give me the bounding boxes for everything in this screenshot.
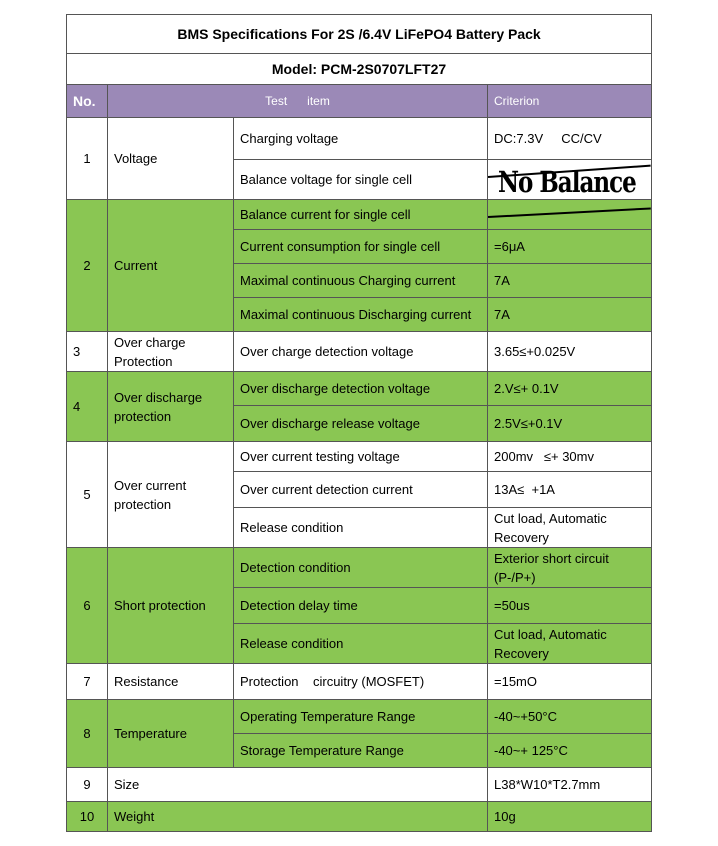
param-value: =6μA: [488, 230, 652, 264]
param-value: DC:7.3V CC/CV: [488, 118, 652, 160]
param-label: Over current detection current: [234, 472, 488, 508]
param-label: Release condition: [234, 624, 488, 664]
model-label: Model: PCM-2S0707LFT27: [67, 54, 652, 85]
spec-table: [66, 14, 652, 832]
item-label: Current: [108, 200, 234, 332]
param-label: Maximal continuous Discharging current: [234, 298, 488, 332]
strike-line: [488, 207, 651, 218]
row-number: 9: [67, 768, 108, 802]
param-label: Operating Temperature Range: [234, 700, 488, 734]
header-no: No.: [67, 85, 108, 118]
table-row: [67, 802, 652, 832]
table-row: [67, 664, 652, 700]
param-value: Cut load, Automatic Recovery: [488, 624, 652, 664]
table-title: BMS Specifications For 2S /6.4V LiFePO4 Battery Pack: [67, 15, 652, 54]
param-value: 10g: [488, 802, 652, 832]
param-value: 3.65≤+0.025V: [488, 332, 652, 372]
param-label: Charging voltage: [234, 118, 488, 160]
param-value: Exterior short circuit (P-/P+): [488, 548, 652, 588]
table-row: [67, 548, 652, 588]
param-label: Current consumption for single cell: [234, 230, 488, 264]
param-value: 200mv ≤+ 30mv: [488, 442, 652, 472]
param-label: Detection condition: [234, 548, 488, 588]
row-number: 10: [67, 802, 108, 832]
header-test-item: Test item: [108, 85, 488, 118]
row-number: 2: [67, 200, 108, 332]
item-label: Over charge Protection: [108, 332, 234, 372]
table-row: [67, 200, 652, 230]
param-label: Over current testing voltage: [234, 442, 488, 472]
param-label: Detection delay time: [234, 588, 488, 624]
param-label: Over discharge detection voltage: [234, 372, 488, 406]
param-value: =50us: [488, 588, 652, 624]
no-balance-text: No Balance: [498, 165, 636, 199]
param-value: 2.5V≤+0.1V: [488, 406, 652, 442]
item-label: Over current protection: [108, 442, 234, 548]
param-value-empty: [488, 200, 652, 230]
item-label: Over discharge protection: [108, 372, 234, 442]
table-row: [67, 442, 652, 472]
row-number: 3: [67, 332, 108, 372]
item-label: Voltage: [108, 118, 234, 200]
param-value: -40~+50°C: [488, 700, 652, 734]
param-label: Protection circuitry (MOSFET): [234, 664, 488, 700]
item-label: Temperature: [108, 700, 234, 768]
param-label: Storage Temperature Range: [234, 734, 488, 768]
row-number: 1: [67, 118, 108, 200]
row-number: 4: [67, 372, 108, 442]
param-value: =15mO: [488, 664, 652, 700]
param-value: -40~+ 125°C: [488, 734, 652, 768]
item-label: Short protection: [108, 548, 234, 664]
model-row: [67, 54, 652, 85]
param-label: Balance voltage for single cell: [234, 160, 488, 200]
item-label: Size: [108, 768, 488, 802]
param-value: 2.V≤+ 0.1V: [488, 372, 652, 406]
row-number: 5: [67, 442, 108, 548]
header-row: [67, 85, 652, 118]
param-label: Over discharge release voltage: [234, 406, 488, 442]
title-row: [67, 15, 652, 54]
param-value: 13A≤ +1A: [488, 472, 652, 508]
table-row: [67, 332, 652, 372]
param-value: 7A: [488, 264, 652, 298]
no-balance-stamp: [488, 160, 652, 200]
table-row: [67, 118, 652, 160]
table-row: [67, 768, 652, 802]
param-value: L38*W10*T2.7mm: [488, 768, 652, 802]
row-number: 7: [67, 664, 108, 700]
param-value: 7A: [488, 298, 652, 332]
param-label: Over charge detection voltage: [234, 332, 488, 372]
table-row: [67, 372, 652, 406]
row-number: 8: [67, 700, 108, 768]
param-label: Release condition: [234, 508, 488, 548]
param-label: Maximal continuous Charging current: [234, 264, 488, 298]
param-label: Balance current for single cell: [234, 200, 488, 230]
row-number: 6: [67, 548, 108, 664]
item-label: Resistance: [108, 664, 234, 700]
item-label: Weight: [108, 802, 488, 832]
param-value: Cut load, Automatic Recovery: [488, 508, 652, 548]
table-row: [67, 700, 652, 734]
header-criterion: Criterion: [488, 85, 652, 118]
